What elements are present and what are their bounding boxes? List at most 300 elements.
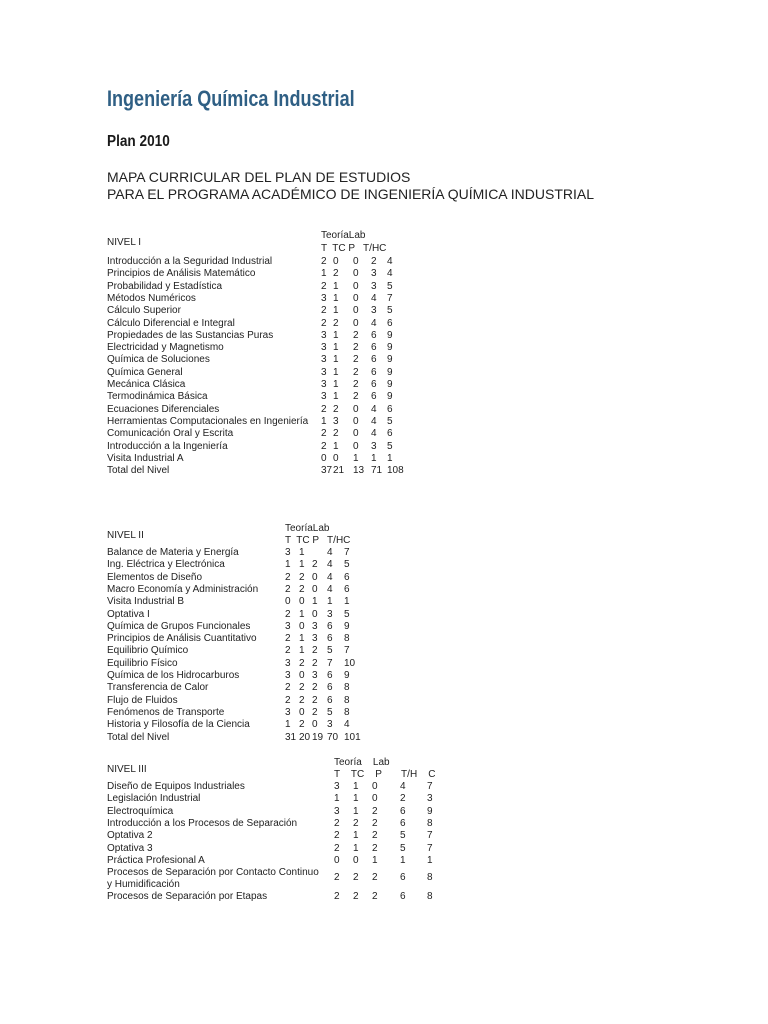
value-c: 8 <box>344 694 350 706</box>
value-tc: 2 <box>353 891 359 903</box>
value-c: 6 <box>387 317 393 329</box>
level-2-label: NIVEL II <box>107 530 144 541</box>
value-t: 3 <box>321 366 327 378</box>
course-name-line: Propiedades de las Sustancias Puras <box>107 329 274 341</box>
value-t: 3 <box>321 391 327 403</box>
value-th: 6 <box>400 891 406 903</box>
value-th: 3 <box>371 268 377 280</box>
value-tc: 0 <box>353 854 359 866</box>
value-tc: 2 <box>299 694 305 706</box>
value-c: 8 <box>427 891 433 903</box>
value-t: 1 <box>285 559 291 571</box>
course-name-line: Balance de Materia y Energía <box>107 547 239 558</box>
value-t: 0 <box>285 596 291 608</box>
course-name <box>107 293 196 304</box>
course-name-line: Transferencia de Calor <box>107 682 209 694</box>
course-name-line: Cálculo Superior <box>107 305 181 317</box>
value-th: 5 <box>400 842 406 854</box>
value-th: 1 <box>327 596 333 608</box>
value-th: 2 <box>371 256 377 267</box>
course-name-line: Cálculo Diferencial e Integral <box>107 317 235 329</box>
value-p: 2 <box>353 366 359 378</box>
value-p: 0 <box>372 781 378 792</box>
value-tc: 1 <box>333 366 339 378</box>
level-3-label: NIVEL III <box>107 764 147 775</box>
value-t: 2 <box>334 842 340 854</box>
value-tc: 1 <box>333 280 339 292</box>
value-th: 6 <box>371 354 377 366</box>
value-c: 5 <box>344 559 350 571</box>
course-name-line: Visita Industrial B <box>107 596 185 608</box>
value-tc: 2 <box>333 317 339 329</box>
value-c: 9 <box>344 620 350 632</box>
value-c: 1 <box>387 452 393 464</box>
value-th: 4 <box>371 292 377 304</box>
value-tc: 2 <box>353 872 359 884</box>
course-name-line: Historia y Filosofía de la Ciencia <box>107 719 250 731</box>
course-name <box>107 596 184 607</box>
value-t: 3 <box>285 547 291 558</box>
value-t: 3 <box>285 706 291 718</box>
course-name-line: Herramientas Computacionales en Ingeniería <box>107 415 309 427</box>
course-name-line: Introducción a la Seguridad Industrial <box>107 256 273 267</box>
value-t: 2 <box>321 317 327 329</box>
value-c: 7 <box>427 842 433 854</box>
value-c: 9 <box>387 379 393 390</box>
course-name-line: Optativa 3 <box>107 842 153 854</box>
course-name <box>107 354 210 365</box>
heading-line-2: PARA EL PROGRAMA ACADÉMICO DE INGENIERÍA QUÍMICA INDUSTRIAL <box>107 186 594 202</box>
value-c: 101 <box>344 731 361 743</box>
value-c: 9 <box>387 354 393 366</box>
value-th: 70 <box>327 731 339 743</box>
course-name-line: Comunicación Oral y Escrita <box>107 428 234 440</box>
value-th: 6 <box>400 817 406 829</box>
value-c: 1 <box>427 854 433 866</box>
value-p: 0 <box>353 317 359 329</box>
value-tc: 0 <box>299 706 305 718</box>
value-th: 4 <box>327 583 333 595</box>
document-title: Ingeniería Química Industrial <box>107 86 355 111</box>
value-tc: 1 <box>333 329 339 341</box>
value-t: 2 <box>321 440 327 452</box>
course-name <box>107 305 181 316</box>
value-p: 2 <box>312 706 318 718</box>
value-c: 8 <box>344 706 350 718</box>
value-tc: 1 <box>333 305 339 317</box>
value-c: 9 <box>387 366 393 378</box>
course-name <box>107 268 255 279</box>
value-tc: 1 <box>333 379 339 390</box>
value-t: 2 <box>321 428 327 440</box>
course-name <box>107 781 245 792</box>
value-th: 4 <box>400 781 406 792</box>
course-name <box>107 855 205 866</box>
value-th: 4 <box>371 317 377 329</box>
value-th: 2 <box>400 793 406 805</box>
course-name-line: Elementos de Diseño <box>107 571 203 583</box>
value-th: 4 <box>371 415 377 427</box>
value-tc: 1 <box>353 793 359 805</box>
plan-title: Plan 2010 <box>107 133 170 150</box>
value-th: 6 <box>327 620 333 632</box>
value-tc: 2 <box>333 268 339 280</box>
value-t: 3 <box>321 379 327 390</box>
value-c: 5 <box>344 608 350 620</box>
value-t: 3 <box>285 670 291 681</box>
value-tc: 0 <box>299 596 305 608</box>
value-p: 2 <box>353 354 359 366</box>
course-name <box>107 559 225 570</box>
value-c: 7 <box>344 547 350 558</box>
heading-line-1: MAPA CURRICULAR DEL PLAN DE ESTUDIOS <box>107 169 411 185</box>
value-tc: 3 <box>333 415 339 427</box>
value-tc: 1 <box>333 391 339 403</box>
value-th: 5 <box>327 706 333 718</box>
value-th: 4 <box>327 547 333 558</box>
value-th: 1 <box>371 452 377 464</box>
course-name-line: Principios de Análisis Matemático <box>107 268 256 280</box>
value-c: 10 <box>344 657 356 669</box>
value-t: 2 <box>285 583 291 595</box>
value-t: 2 <box>321 256 327 267</box>
course-name-line: Legislación Industrial <box>107 793 201 805</box>
value-c: 7 <box>344 645 350 657</box>
value-t: 0 <box>334 854 340 866</box>
value-p: 2 <box>312 559 318 571</box>
value-t: 2 <box>321 305 327 317</box>
course-name <box>107 830 153 841</box>
course-name <box>107 682 208 693</box>
value-th: 4 <box>327 559 333 571</box>
value-t: 3 <box>334 805 340 817</box>
course-name <box>107 465 169 476</box>
course-name-line: Termodinámica Básica <box>107 391 208 403</box>
course-name-line: Introducción a la Ingeniería <box>107 440 228 452</box>
value-t: 1 <box>334 793 340 805</box>
course-name-line: Mecánica Clásica <box>107 379 186 390</box>
level-1-header-top: TeoríaLab <box>321 230 366 241</box>
value-p: 0 <box>312 608 318 620</box>
value-c: 1 <box>344 596 350 608</box>
course-name <box>107 645 188 656</box>
course-name <box>107 818 297 829</box>
value-t: 37 <box>321 465 333 477</box>
value-c: 4 <box>387 268 393 280</box>
value-c: 6 <box>344 571 350 583</box>
course-name-line: Equilibrio Físico <box>107 657 178 669</box>
value-tc: 1 <box>333 342 339 354</box>
value-th: 6 <box>327 670 333 681</box>
value-p: 0 <box>353 428 359 440</box>
course-name <box>107 391 208 402</box>
value-th: 4 <box>327 571 333 583</box>
value-p: 0 <box>353 280 359 292</box>
value-c: 6 <box>344 583 350 595</box>
value-th: 71 <box>371 465 383 477</box>
value-tc: 2 <box>353 817 359 829</box>
course-name-line: Probabilidad y Estadística <box>107 280 223 292</box>
value-c: 4 <box>387 256 393 267</box>
course-name <box>107 342 224 353</box>
value-c: 7 <box>427 830 433 842</box>
value-t: 2 <box>285 571 291 583</box>
value-tc: 2 <box>299 719 305 731</box>
value-th: 6 <box>371 342 377 354</box>
course-name <box>107 330 273 341</box>
course-name-line: Métodos Numéricos <box>107 292 196 304</box>
course-name <box>107 695 178 706</box>
course-name-line: Introducción a los Procesos de Separación <box>107 817 298 829</box>
value-t: 2 <box>285 608 291 620</box>
value-p: 2 <box>312 657 318 669</box>
value-tc: 1 <box>299 608 305 620</box>
value-th: 5 <box>327 645 333 657</box>
course-name-line: Optativa 2 <box>107 830 153 842</box>
course-name-line: Fenómenos de Transporte <box>107 706 225 718</box>
course-name <box>107 891 267 902</box>
value-c: 5 <box>387 415 393 427</box>
value-p: 0 <box>312 571 318 583</box>
value-th: 3 <box>327 719 333 731</box>
document-heading <box>107 169 594 203</box>
value-th: 3 <box>327 608 333 620</box>
value-p: 19 <box>312 731 324 743</box>
value-tc: 0 <box>333 256 339 267</box>
course-name <box>107 719 250 730</box>
value-p: 2 <box>312 694 318 706</box>
value-p: 0 <box>312 719 318 731</box>
course-name-line: Química General <box>107 366 183 378</box>
value-t: 1 <box>285 719 291 731</box>
value-tc: 2 <box>299 657 305 669</box>
course-name <box>107 256 272 267</box>
value-p: 1 <box>312 596 318 608</box>
course-name <box>107 867 319 891</box>
course-name <box>107 670 239 681</box>
course-name <box>107 707 224 718</box>
value-t: 1 <box>321 268 327 280</box>
course-name <box>107 281 222 292</box>
value-th: 7 <box>327 657 333 669</box>
value-tc: 1 <box>353 805 359 817</box>
value-t: 2 <box>321 403 327 415</box>
level-3-header-cols: T TC P T/H C <box>334 769 436 780</box>
course-name <box>107 658 178 669</box>
course-name-line: Química de Soluciones <box>107 354 210 366</box>
value-tc: 1 <box>353 842 359 854</box>
value-t: 0 <box>321 452 327 464</box>
level-2-header-top: TeoríaLab <box>285 523 330 534</box>
course-name-line: Ecuaciones Diferenciales <box>107 403 220 415</box>
value-t: 2 <box>321 280 327 292</box>
value-p: 2 <box>312 682 318 694</box>
value-c: 7 <box>427 781 433 792</box>
value-t: 3 <box>285 657 291 669</box>
course-name-line: Procesos de Separación por Etapas <box>107 891 268 903</box>
value-tc: 1 <box>333 440 339 452</box>
value-c: 8 <box>344 682 350 694</box>
value-c: 9 <box>387 329 393 341</box>
value-c: 9 <box>387 391 393 403</box>
course-name <box>107 843 153 854</box>
value-t: 3 <box>334 781 340 792</box>
value-th: 3 <box>371 440 377 452</box>
value-tc: 1 <box>353 781 359 792</box>
value-th: 5 <box>400 830 406 842</box>
course-name <box>107 404 219 415</box>
level-2-header-cols: T TC P T/HC <box>285 535 351 546</box>
value-c: 9 <box>427 805 433 817</box>
value-t: 3 <box>285 620 291 632</box>
value-t: 3 <box>321 342 327 354</box>
value-p: 0 <box>353 268 359 280</box>
value-p: 2 <box>353 329 359 341</box>
course-name <box>107 441 228 452</box>
value-c: 8 <box>344 633 350 645</box>
value-p: 2 <box>372 891 378 903</box>
value-tc: 20 <box>299 731 311 743</box>
value-p: 0 <box>353 415 359 427</box>
value-p: 2 <box>372 830 378 842</box>
value-t: 2 <box>334 817 340 829</box>
course-name-line: Diseño de Equipos Industriales <box>107 781 245 792</box>
value-th: 3 <box>371 305 377 317</box>
value-t: 3 <box>321 292 327 304</box>
value-th: 4 <box>371 403 377 415</box>
course-name-line: Optativa I <box>107 608 150 620</box>
value-t: 2 <box>285 633 291 645</box>
value-t: 3 <box>321 329 327 341</box>
course-name-line: Equilibrio Químico <box>107 645 189 657</box>
value-p: 0 <box>353 292 359 304</box>
value-tc: 0 <box>333 452 339 464</box>
course-name <box>107 428 233 439</box>
value-p: 3 <box>312 670 318 681</box>
value-c: 8 <box>427 817 433 829</box>
level-1-label: NIVEL I <box>107 237 142 248</box>
value-p: 0 <box>372 793 378 805</box>
course-name <box>107 416 308 427</box>
course-name-line: Práctica Profesional A <box>107 854 205 866</box>
value-p: 2 <box>372 805 378 817</box>
course-name <box>107 609 150 620</box>
course-name <box>107 793 200 804</box>
value-th: 6 <box>327 633 333 645</box>
value-th: 3 <box>371 280 377 292</box>
value-p: 0 <box>353 305 359 317</box>
value-tc: 1 <box>299 645 305 657</box>
value-c: 6 <box>387 403 393 415</box>
value-th: 1 <box>400 854 406 866</box>
value-c: 108 <box>387 465 404 477</box>
value-t: 2 <box>334 830 340 842</box>
value-t: 1 <box>321 415 327 427</box>
value-p: 2 <box>353 379 359 390</box>
value-c: 9 <box>344 670 350 681</box>
value-p: 3 <box>312 620 318 632</box>
value-tc: 21 <box>333 465 345 477</box>
value-tc: 2 <box>299 583 305 595</box>
course-name-line: Ing. Eléctrica y Electrónica <box>107 559 225 571</box>
value-p: 3 <box>312 633 318 645</box>
value-p: 2 <box>353 342 359 354</box>
value-c: 6 <box>387 428 393 440</box>
value-p: 2 <box>372 872 378 884</box>
value-c: 4 <box>344 719 350 731</box>
value-tc: 1 <box>333 354 339 366</box>
value-th: 4 <box>371 428 377 440</box>
value-c: 3 <box>427 793 433 805</box>
value-th: 6 <box>327 694 333 706</box>
course-name <box>107 318 235 329</box>
value-th: 6 <box>327 682 333 694</box>
value-t: 3 <box>321 354 327 366</box>
course-name-line: Visita Industrial A <box>107 452 184 464</box>
course-name-line: Macro Economía y Administración <box>107 583 259 595</box>
value-p: 2 <box>372 842 378 854</box>
value-tc: 1 <box>353 830 359 842</box>
value-p: 2 <box>312 645 318 657</box>
value-tc: 2 <box>333 428 339 440</box>
course-name <box>107 379 185 390</box>
value-p: 0 <box>353 256 359 267</box>
value-c: 5 <box>387 280 393 292</box>
level-3-header-top: Teoría Lab <box>334 757 390 768</box>
course-name <box>107 633 257 644</box>
value-p: 1 <box>372 854 378 866</box>
value-p: 2 <box>372 817 378 829</box>
value-t: 31 <box>285 731 297 743</box>
course-name <box>107 621 250 632</box>
value-t: 2 <box>285 694 291 706</box>
course-name-line: Química de los Hidrocarburos <box>107 670 240 681</box>
value-t: 2 <box>285 645 291 657</box>
course-name <box>107 367 183 378</box>
course-name-line: Electroquímica <box>107 805 174 817</box>
value-th: 6 <box>400 872 406 884</box>
course-name <box>107 453 184 464</box>
course-name-line-2: y Humidificación <box>107 879 180 891</box>
value-th: 6 <box>371 379 377 390</box>
course-name-line: Principios de Análisis Cuantitativo <box>107 633 257 645</box>
value-p: 1 <box>353 452 359 464</box>
value-th: 6 <box>400 805 406 817</box>
value-c: 9 <box>387 342 393 354</box>
course-name <box>107 806 173 817</box>
value-tc: 2 <box>299 571 305 583</box>
course-name <box>107 547 239 558</box>
value-p: 13 <box>353 465 365 477</box>
course-name-line: Procesos de Separación por Contacto Continuo <box>107 867 319 879</box>
level-1-header-cols: T TC P T/HC <box>321 243 387 254</box>
value-c: 7 <box>387 292 393 304</box>
value-p: 2 <box>353 391 359 403</box>
course-name-line: Total del Nivel <box>107 465 170 477</box>
value-tc: 1 <box>299 547 305 558</box>
value-tc: 0 <box>299 670 305 681</box>
value-p: 0 <box>312 583 318 595</box>
course-name <box>107 572 202 583</box>
course-name-line: Flujo de Fluidos <box>107 694 178 706</box>
value-c: 5 <box>387 305 393 317</box>
course-name-line: Química de Grupos Funcionales <box>107 620 251 632</box>
value-p: 0 <box>353 403 359 415</box>
value-p: 0 <box>353 440 359 452</box>
value-th: 6 <box>371 366 377 378</box>
value-t: 2 <box>334 891 340 903</box>
value-tc: 0 <box>299 620 305 632</box>
